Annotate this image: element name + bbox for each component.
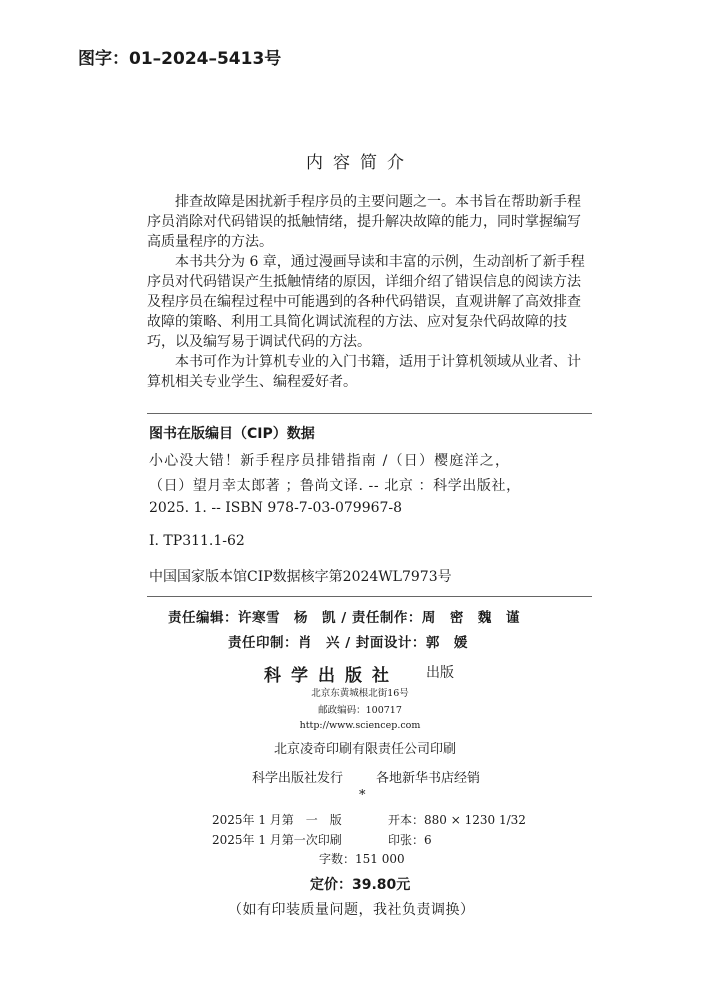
cip-entry-line: （日）望月幸太郎著 ；鲁尚文译. -- 北京 ：科学出版社，	[149, 478, 521, 494]
format-info: 开本：880 × 1230 1/32	[388, 813, 526, 827]
printing-info: 2025年 1 月第一次印刷	[212, 833, 342, 847]
publisher-url: http://www.sciencep.com	[299, 720, 421, 731]
publisher-postcode: 邮政编码：100717	[318, 705, 402, 716]
text-line: 排查故障是困扰新手程序员的主要问题之一。本书旨在帮助新手程	[147, 194, 581, 210]
editor-credits: 责任编辑：许寒雪 杨 凯 / 责任制作：周 密 魏 谨	[168, 610, 520, 626]
printer: 北京凌奇印刷有限责任公司印刷	[274, 742, 457, 757]
cip-entry-line: 2025. 1. -- ISBN 978-7-03-079967-8	[149, 500, 403, 516]
retailer: 各地新华书店经销	[376, 771, 481, 786]
text-line: 本书可作为计算机专业的入门书籍，适用于计算机领域从业者、计	[147, 354, 581, 370]
sheets-info: 印张：6	[388, 833, 432, 847]
page-title: 内容简介	[306, 153, 414, 173]
divider	[147, 413, 592, 414]
text-line: 巧，以及编写易于调试代码的方法。	[147, 334, 371, 350]
publisher-address: 北京东黄城根北街16号	[311, 688, 409, 699]
text-line: 序员消除对代码错误的抵触情绪，提升解决故障的能力，同时掌握编写	[147, 214, 581, 230]
registration-number: 图字：01–2024–5413号	[78, 49, 282, 69]
production-credits: 责任印制：肖 兴 / 封面设计：郭 媛	[228, 635, 468, 651]
text-line: 序员对代码错误产生抵触情绪的原因，详细介绍了错误信息的阅读方法	[147, 274, 581, 290]
text-line: 及程序员在编程过程中可能遇到的各种代码错误，直观讲解了高效排查	[147, 294, 581, 310]
publisher-logo-text: 科学出版社	[264, 666, 399, 686]
text-line: 故障的策略、利用工具简化调试流程的方法、应对复杂代码故障的技	[147, 314, 567, 330]
text-line: 高质量程序的方法。	[147, 234, 273, 250]
distributor: 科学出版社发行	[252, 771, 344, 786]
price: 定价：39.80元	[310, 877, 411, 893]
word-count: 字数：151 000	[319, 852, 405, 866]
cip-entry-line: 小心没大错！新手程序员排错指南 /（日）樱庭洋之，	[149, 453, 511, 469]
cip-title: 图书在版编目（CIP）数据	[149, 426, 315, 442]
intro-paragraph-2	[147, 252, 592, 352]
text-line: 本书共分为 6 章，通过漫画导读和丰富的示例，生动剖析了新手程	[147, 254, 585, 270]
publisher-suffix: 出版	[426, 665, 454, 681]
cip-verification: 中国国家版本馆CIP数据核字第2024WL7973号	[149, 569, 452, 585]
edition-info: 2025年 1 月第 一 版	[212, 813, 342, 827]
separator-asterisk: *	[359, 788, 366, 803]
intro-paragraph-1	[147, 192, 592, 252]
divider	[147, 596, 592, 597]
text-line: 算机相关专业学生、编程爱好者。	[147, 374, 357, 390]
cip-classification: Ⅰ. TP311.1-62	[149, 533, 245, 549]
quality-notice: （如有印装质量问题，我社负责调换）	[228, 902, 475, 918]
intro-paragraph-3	[147, 352, 592, 392]
